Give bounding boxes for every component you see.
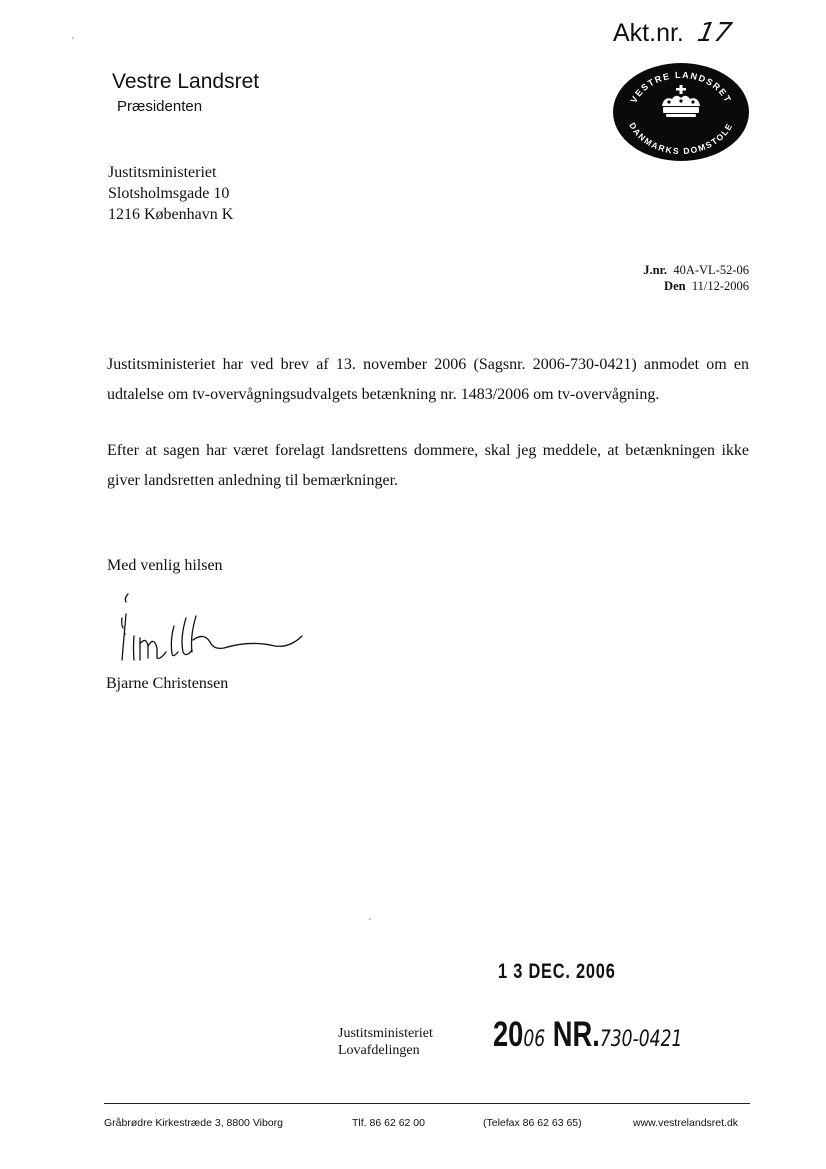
footer-fax: (Telefax 86 62 63 65)	[483, 1117, 582, 1129]
recipient-street: Slotsholmsgade 10	[108, 185, 230, 202]
stamp-year-handwritten: 06	[523, 1027, 546, 1052]
letter-date-value: 11/12-2006	[691, 279, 749, 293]
recipient-city: 1216 København K	[108, 206, 234, 223]
case-number-value: 17	[694, 18, 735, 48]
footer-phone: Tlf. 86 62 62 00	[352, 1117, 425, 1129]
received-date-stamp: 1 3 DEC. 2006	[498, 960, 616, 983]
journal-number	[449, 263, 749, 278]
footer-website: www.vestrelandsret.dk	[633, 1117, 739, 1129]
stamp-nr-handwritten: 730-0421	[599, 1027, 683, 1052]
signer-name: Bjarne Christensen	[106, 675, 229, 692]
letter-date	[449, 279, 749, 294]
journal-number-value: 40A-VL-52-06	[673, 263, 749, 277]
letter-date-label: Den	[664, 279, 686, 293]
closing-greeting: Med venlig hilsen	[107, 557, 223, 574]
seal-bottom-text: DANMARKS DOMSTOLE	[627, 120, 735, 157]
journal-number-label: J.nr.	[643, 263, 668, 277]
stamp-nr-label: NR.	[552, 1015, 600, 1054]
seal-top-text: VESTRE LANDSRET	[628, 69, 734, 105]
court-name: Vestre Landsret	[112, 70, 260, 93]
case-number-label: Akt.nr.	[613, 19, 684, 47]
case-number-stamp	[493, 1015, 682, 1055]
stamp-year-prefix: 20	[493, 1015, 524, 1054]
scan-speck	[72, 37, 74, 39]
scan-speck	[369, 918, 371, 920]
body-paragraph-2: Efter at sagen har været forelagt landsrettens dommere, skal jeg meddele, at betænkningen ikke giver landsretten anledning til bemærkninger.	[107, 442, 749, 489]
footer-address: Gråbrødre Kirkestræde 3, 8800 Viborg	[104, 1117, 283, 1129]
body-paragraph-1: Justitsministeriet har ved brev af 13. november 2006 (Sagsnr. 2006-730-0421) anmodet om en udtalelse om tv-overvågningsudvalgets betænkning nr. 1483/2006 om tv-overvågning.	[107, 356, 749, 403]
court-subtitle: Præsidenten	[117, 98, 203, 115]
handwritten-signature	[100, 588, 310, 670]
footer-divider	[104, 1103, 750, 1104]
ministry-department-stamp	[338, 1025, 433, 1059]
stamp-ministry-name: Justitsministeriet	[338, 1026, 433, 1041]
stamp-department-name: Lovafdelingen	[338, 1043, 420, 1058]
case-number	[613, 18, 735, 48]
recipient-name: Justitsministeriet	[108, 164, 217, 181]
court-seal-logo	[612, 62, 750, 162]
